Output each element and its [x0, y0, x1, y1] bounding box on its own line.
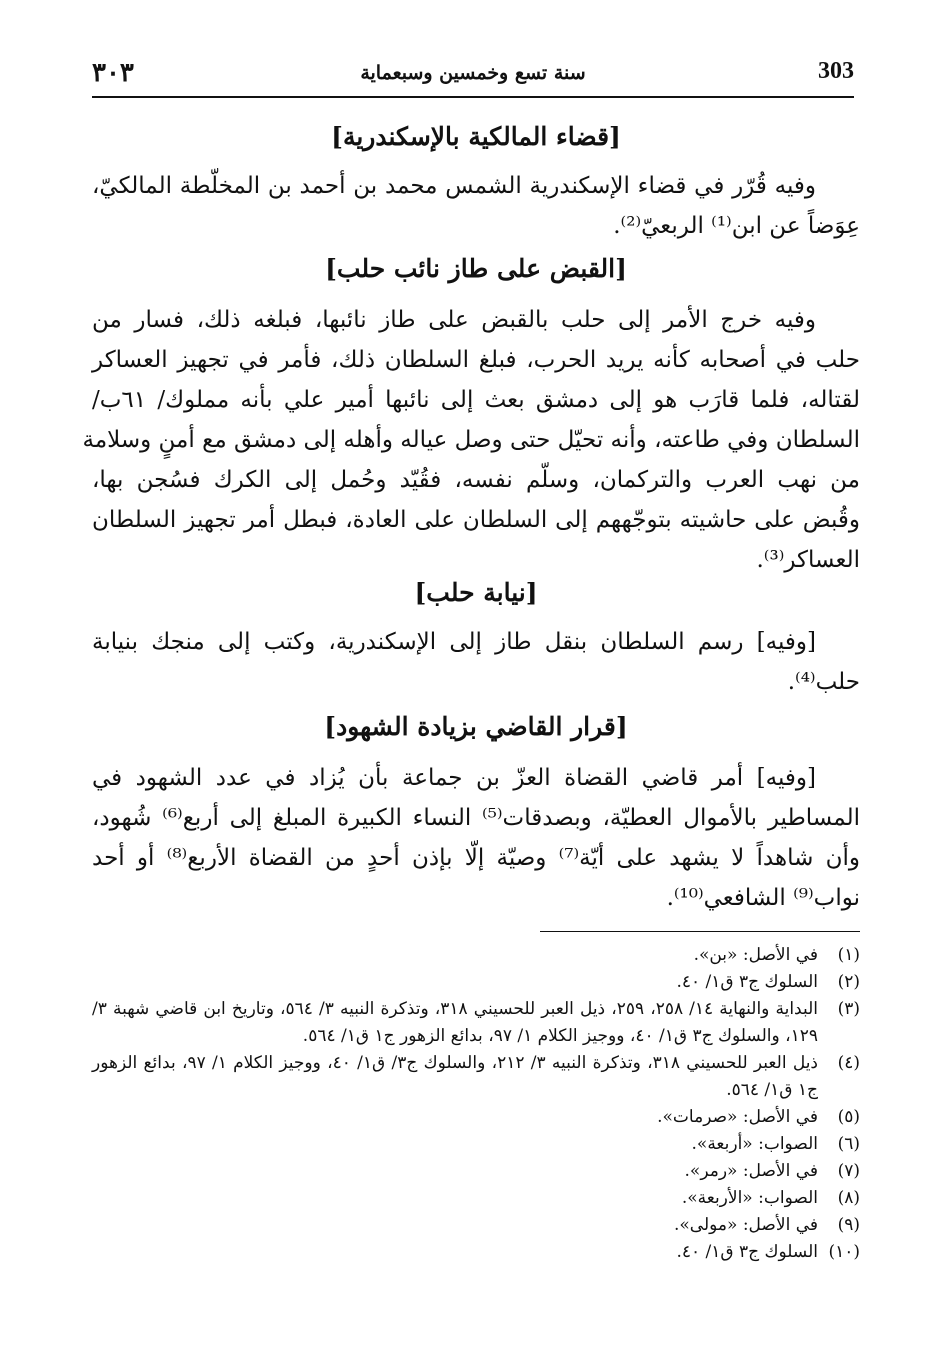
paragraph-line: المساطير بالأموال العطيّة، وبصدقات⁽⁵⁾ النساء الكبيرة المبلغ إلى أربع⁽⁶⁾ شُهود، [92, 805, 860, 831]
page-number-latin: 303 [818, 58, 854, 84]
paragraph-line: من نهب العرب والتركمان، وسلّم نفسه، فقُيّد وحُمل إلى الكرك فسُجن بها، [92, 467, 860, 493]
footnote-item [92, 1158, 860, 1185]
footnote-item [92, 942, 860, 969]
footnote-separator [540, 931, 860, 932]
footnote-number: (٩) [837, 1215, 860, 1235]
paragraph-line: حلب في أصحابه كأنه يريد الحرب، فبلغ السلطان ذلك، فأمر في تجهيز العساكر [92, 347, 860, 373]
paragraph-line: وقُبض على حاشيته بتوجّههم إلى السلطان على العادة، فبطل أمر تجهيز السلطان [92, 507, 860, 533]
page-number-arabic: ٣٠٣ [92, 58, 134, 88]
footnote-text: في الأصل: «بن». [693, 945, 818, 965]
footnotes [92, 942, 860, 1266]
footnote-number: (٦) [837, 1134, 860, 1154]
footnote-number: (٧) [837, 1161, 860, 1181]
footnote-number: (٨) [837, 1188, 860, 1208]
section-heading-arrest-taz: [القبض على طاز نائب حلب] [325, 254, 627, 283]
paragraph-line: [وفيه] أمر قاضي القضاة العزّ بن جماعة بأن يُزاد في عدد الشهود في [92, 765, 816, 791]
footnote-text: السلوك ج٣ ق١/ ٤٠. [676, 1242, 818, 1262]
footnote-text: في الأصل: «رمر». [684, 1161, 818, 1181]
footnote-number: (١) [837, 945, 860, 965]
section-paragraph-arrest-taz [82, 300, 860, 580]
paragraph-line: لقتاله، فلما قارَب هو إلى دمشق بعث إلى نائبها أمير علي بأنه مملوك/ ٦١ب/ [92, 387, 860, 413]
footnote-item [92, 1239, 860, 1266]
footnote-text: ذيل العبر للحسيني ٣١٨، وتذكرة النبيه ٣/ ٢١٢، والسلوك ج٣/ ق١/ ٤٠، ووجيز الكلام ١/ ٩٧، بدائع الزهور ج١ ق١/ ٥٦٤. [92, 1053, 818, 1100]
footnote-text: البداية والنهاية ١٤/ ٢٥٨، ٢٥٩، ذيل العبر للحسيني ٣١٨، وتذكرة النبيه ٣/ ٥٦٤، وتاريخ ابن قاضي شهبة ٣/ ١٢٩، والسلوك ج٣ ق١/ ٤٠، ووجيز الكلام ١/ ٩٧، بدائع الزهور ج١ ق١/ ٥٦٤. [92, 999, 818, 1046]
paragraph-line: وفيه قُرّر في قضاء الإسكندرية الشمس محمد بن أحمد بن المخلّطة المالكيّ، [92, 173, 816, 199]
footnote-number: (٤) [837, 1053, 860, 1073]
paragraph-line: السلطان وفي طاعته، وأنه تحيّل حتى وصل عياله وأهله إلى دمشق مع أمنٍ وسلامة [82, 427, 860, 453]
section-paragraph-witnesses-decree [92, 758, 860, 918]
footnote-text: الصواب: «أربعة». [691, 1134, 818, 1154]
section-paragraph-aleppo-deputyship [92, 622, 860, 702]
section-heading-maliki-judiciary: [قضاء المالكية بالإسكندرية] [331, 122, 621, 151]
paragraph-line: وفيه خرج الأمر إلى حلب بالقبض على طاز نائبها، فبلغه ذلك، فسار من [92, 307, 816, 333]
footnote-item [92, 1185, 860, 1212]
footnote-number: (١٠) [828, 1242, 860, 1262]
footnote-number: (٣) [837, 999, 860, 1019]
footnote-text: في الأصل: «مولى». [673, 1215, 818, 1235]
footnote-text: الصواب: «الأربعة». [681, 1188, 818, 1208]
paragraph-line: حلب⁽⁴⁾. [787, 669, 860, 695]
footnote-text: في الأصل: «صرمات». [657, 1107, 818, 1127]
paragraph-line: نواب⁽⁹⁾ الشافعي⁽¹⁰⁾. [666, 885, 860, 911]
paragraph-line: العساكر⁽³⁾. [756, 547, 860, 573]
section-heading-witnesses-decree: [قرار القاضي بزيادة الشهود] [324, 712, 628, 741]
page-header [92, 56, 854, 98]
footnote-item [92, 1131, 860, 1158]
running-title: سنة تسع وخمسين وسبعماية [360, 62, 586, 84]
section-paragraph-maliki-judiciary [92, 166, 860, 246]
footnote-item [92, 1050, 860, 1104]
paragraph-line: وأن شاهداً لا يشهد على أيّة⁽⁷⁾ وصيّة إلّا بإذن أحدٍ من القضاة الأربع⁽⁸⁾ أو أحد [92, 845, 860, 871]
footnote-item [92, 1104, 860, 1131]
footnote-number: (٥) [837, 1107, 860, 1127]
paragraph-line: عِوَضاً عن ابن⁽¹⁾ الربعيّ⁽²⁾. [613, 213, 860, 239]
footnote-text: السلوك ج٣ ق١/ ٤٠. [676, 972, 818, 992]
footnote-item [92, 1212, 860, 1239]
section-heading-aleppo-deputyship: [نيابة حلب] [414, 578, 538, 607]
footnote-item [92, 969, 860, 996]
paragraph-line: [وفيه] رسم السلطان بنقل طاز إلى الإسكندرية، وكتب إلى منجك بنيابة [92, 629, 816, 655]
footnote-item [92, 996, 860, 1050]
footnote-number: (٢) [837, 972, 860, 992]
